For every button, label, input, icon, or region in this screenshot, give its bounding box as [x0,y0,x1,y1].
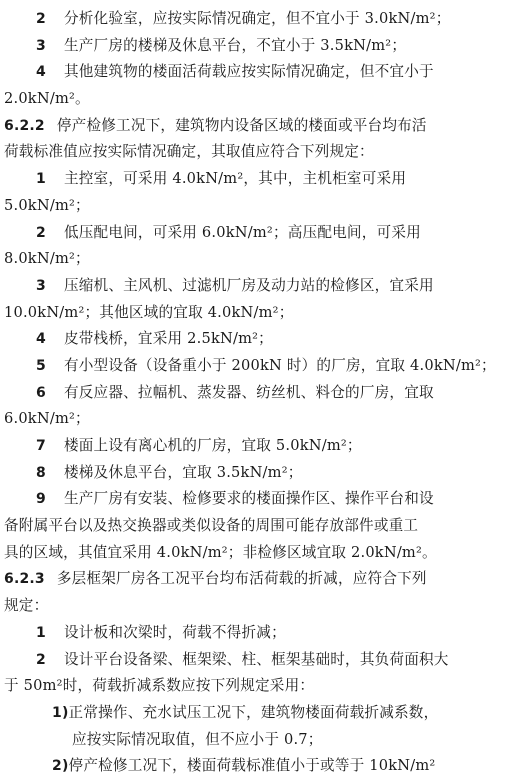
item-text: 荷载标准值应按实际情况确定，其取值应符合下列规定： [4,143,374,161]
list-item [4,460,504,487]
item-text: 楼面上设有离心机的厂房，宜取 5.0kN/m²； [63,437,362,454]
item-text: 10.0kN/m²；其他区域的宜取 4.0kN/m²； [4,303,294,321]
item-number: 5 [36,357,46,374]
section-heading-line [4,113,504,140]
item-text: 应按实际情况取值，但不应小于 0.7； [72,730,323,748]
list-item [4,33,504,60]
item-text: 楼梯及休息平台，宜取 3.5kN/m²； [63,463,303,481]
section-number: 6.2.2 [4,117,45,134]
item-number: 2 [36,224,46,241]
section-number: 6.2.3 [4,571,45,588]
list-item [4,433,504,460]
item-text: 设计板和次梁时，荷载不得折减； [63,623,286,641]
list-item [4,6,504,33]
item-text: 备附属平台以及热交换器或类似设备的周围可能存放部件或重工 [4,517,419,535]
item-number: 1 [36,624,46,641]
item-text: 有反应器、拉幅机、蒸发器、纺丝机、料仓的厂房，宜取 [63,383,434,401]
item-number: 7 [36,438,46,454]
list-item [4,273,504,300]
item-text: 生产厂房的楼梯及休息平台，不宜小于 3.5kN/m²； [63,36,407,54]
sub-list-item [4,700,504,727]
section-heading-line [4,566,504,593]
list-item [4,620,504,647]
item-number: 4 [36,64,46,81]
list-item [4,647,504,674]
list-item [4,59,504,86]
item-text: 于 50m²时，荷载折减系数应按下列规定采用： [4,677,315,695]
list-item [4,326,504,353]
item-text: 设计平台设备梁、框架梁、柱、框架基础时，其负荷面积大 [63,650,449,668]
item-text: 8.0kN/m²； [4,250,90,268]
sub-item-number: 2) [52,758,69,775]
list-item [4,353,504,380]
list-item [4,220,504,247]
continuation-line [4,246,504,273]
item-number: 3 [36,277,46,294]
continuation-line [4,593,504,620]
item-text: 正常操作、充水试压工况下，建筑物楼面荷载折减系数， [68,703,439,721]
continuation-line [4,540,504,567]
continuation-line [4,406,504,433]
item-number: 2 [36,11,46,27]
item-text: 具的区域，其值宜采用 4.0kN/m²；非检修区域宜取 2.0kN/m²。 [4,543,437,561]
item-text: 规定： [4,597,49,615]
continuation-line [4,193,504,220]
item-number: 1 [36,171,46,188]
item-number: 8 [36,464,46,481]
continuation-line [4,139,504,166]
continuation-line [4,86,504,113]
continuation-line [4,673,504,700]
item-text: 其他建筑物的楼面活荷载应按实际情况确定，但不宜小于 [63,63,434,81]
section-text: 停产检修工况下，建筑物内设备区域的楼面或平台均布活 [56,116,427,134]
list-item [4,486,504,513]
list-item [4,166,504,193]
item-text: 停产检修工况下，楼面荷载标准值小于或等于 10kN/m² [68,757,436,775]
item-number: 9 [36,491,46,508]
item-text: 5.0kN/m²； [4,196,90,214]
sub-list-item [4,753,504,780]
item-text: 皮带栈桥，宜采用 2.5kN/m²； [63,330,273,348]
item-number: 6 [36,384,46,401]
list-item [4,380,504,407]
item-text: 分析化验室，应按实际情况确定，但不宜小于 3.0kN/m²； [63,10,451,27]
item-number: 4 [36,331,46,348]
continuation-line [4,513,504,540]
continuation-line [4,300,504,327]
item-text: 有小型设备（设备重小于 200kN 时）的厂房，宜取 4.0kN/m²； [63,356,496,374]
sub-item-number: 1) [52,704,69,721]
item-text: 压缩机、主风机、过滤机厂房及动力站的检修区，宜采用 [63,276,434,294]
item-text: 生产厂房有安装、检修要求的楼面操作区、操作平台和设 [63,490,434,508]
item-text: 2.0kN/m²。 [4,90,90,108]
item-text: 6.0kN/m²； [4,410,90,428]
item-text: 低压配电间，可采用 6.0kN/m²；高压配电间，可采用 [63,223,421,241]
continuation-line [4,727,504,754]
item-number: 2 [36,651,46,668]
item-text: 主控室，可采用 4.0kN/m²，其中，主机柜室可采用 [63,170,407,188]
item-number: 3 [36,37,46,54]
section-text: 多层框架厂房各工况平台均布活荷载的折减，应符合下列 [56,570,427,588]
